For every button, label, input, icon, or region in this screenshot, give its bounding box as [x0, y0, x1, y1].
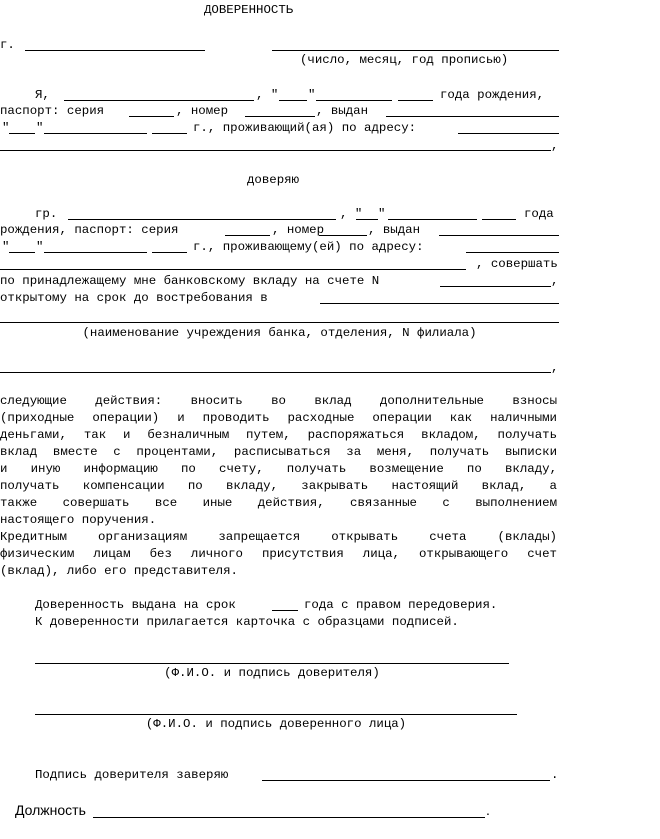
actions-line-6: получать компенсации по вкладу, закрывать настоящий вклад, а — [0, 479, 557, 493]
agent-address-field-2[interactable] — [0, 269, 466, 270]
agent-issue-month-field[interactable] — [44, 252, 147, 253]
principal-issue-month-field[interactable] — [44, 133, 147, 134]
position-label: Должность — [15, 802, 86, 818]
city-prefix: г. — [0, 38, 15, 52]
principal-year-birth: года рождения, — [440, 88, 545, 102]
certify-label: Подпись доверителя заверяю — [35, 768, 229, 782]
agent-birth-passport-label: рождения, паспорт: серия — [0, 223, 179, 237]
principal-living-label: г., проживающий(ая) по адресу: — [193, 121, 417, 135]
agent-quote-close: " — [378, 207, 386, 221]
agent-birth-month-field[interactable] — [388, 219, 477, 220]
principal-address-field-1[interactable] — [458, 133, 559, 134]
actions-line-2: (приходные операции) и проводить расходные операции как наличными — [0, 411, 557, 425]
principal-passport-number-field[interactable] — [245, 116, 315, 117]
agent-address-field-1[interactable] — [466, 252, 559, 253]
position-field[interactable] — [93, 817, 485, 818]
agent-issue-year-field[interactable] — [152, 252, 187, 253]
actions-line-1: следующие действия: вносить во вклад дополнительные взносы — [0, 394, 557, 408]
agent-bank-field-3[interactable] — [0, 372, 551, 373]
actions-line-7: также совершать все иные действия, связанные с выполнением — [0, 496, 557, 510]
term-prefix: Доверенность выдана на срок — [35, 598, 236, 612]
actions-last-line: настоящего поручения. — [0, 513, 157, 527]
agent-living-label: г., проживающему(ей) по адресу: — [193, 240, 424, 254]
agent-passport-series-field[interactable] — [225, 235, 270, 236]
agent-issue-day-field[interactable] — [9, 252, 35, 253]
agent-issued-label: , выдан — [368, 223, 421, 237]
agent-name-field[interactable] — [68, 219, 336, 220]
agent-opened-label: открытому на срок до востребования в — [0, 291, 268, 305]
agent-quote-open-2: " — [2, 240, 10, 254]
agent-gr: гр. — [35, 207, 58, 221]
trust-word: доверяю — [247, 173, 300, 187]
actions-line-5: и иную информацию по счету, получать возмещение по вкладу, — [0, 462, 557, 476]
agent-signature-field[interactable] — [35, 714, 517, 715]
agent-comma-quote: , " — [340, 207, 363, 221]
date-field[interactable] — [272, 50, 559, 51]
agent-perform-label: , совершать — [476, 257, 558, 271]
principal-quote-close-2: " — [36, 121, 44, 135]
restriction-last-line: (вклад), либо его представителя. — [0, 564, 238, 578]
agent-account-label: по принадлежащему мне банковскому вкладу на счете N — [0, 274, 380, 288]
principal-issue-day-field[interactable] — [9, 133, 35, 134]
restriction-line-2: физическим лицам без личного присутствия лица, открывающего счет — [0, 547, 557, 561]
agent-birth-day-field[interactable] — [356, 219, 378, 220]
restriction-line-1: Кредитным организациям запрещается открывать счета (вклады) — [0, 530, 557, 544]
term-suffix: года с правом передоверия. — [304, 598, 498, 612]
agent-account-comma: , — [551, 274, 559, 288]
principal-birth-day-field[interactable] — [279, 100, 307, 101]
principal-comma-quote: , " — [256, 88, 279, 102]
principal-quote-close: " — [308, 88, 316, 102]
card-note: К доверенности прилагается карточка с образцами подписей. — [35, 615, 459, 629]
principal-quote-open-2: " — [2, 121, 10, 135]
agent-passport-number-field[interactable] — [319, 235, 367, 236]
principal-address-field-2[interactable] — [0, 150, 551, 151]
principal-signature-field[interactable] — [35, 663, 509, 664]
principal-issue-year-field[interactable] — [152, 133, 187, 134]
agent-birth-year-field[interactable] — [482, 219, 516, 220]
agent-bank-field-1[interactable] — [320, 303, 559, 304]
principal-passport-series-field[interactable] — [129, 116, 174, 117]
term-field[interactable] — [272, 610, 298, 611]
agent-account-number-field[interactable] — [440, 286, 551, 287]
agent-issued-field[interactable] — [439, 235, 559, 236]
bank-sub-label: (наименование учреждения банка, отделения, N филиала) — [82, 326, 477, 340]
principal-issued-label: , выдан — [316, 104, 369, 118]
actions-line-3: деньгами, так и безналичным путем, распоряжаться вкладом, получать — [0, 428, 557, 442]
agent-year-word: года — [524, 207, 554, 221]
principal-ya: Я, — [35, 88, 50, 102]
position-dot: . — [486, 802, 490, 818]
principal-birth-year-field[interactable] — [398, 100, 433, 101]
document-title: ДОВЕРЕННОСТЬ — [204, 3, 294, 17]
date-sub-label: (число, месяц, год прописью) — [300, 53, 509, 67]
principal-sign-label: (Ф.И.О. и подпись доверителя) — [164, 666, 380, 680]
agent-quote-close-2: " — [36, 240, 44, 254]
principal-passport-series-label: паспорт: серия — [0, 104, 105, 118]
agent-number-label: , номер — [272, 223, 325, 237]
agent-bank-field-2[interactable] — [0, 322, 559, 323]
actions-line-4: вклад вместе с процентами, расписываться за меня, получать выписки — [0, 445, 557, 459]
agent-sign-label: (Ф.И.О. и подпись доверенного лица) — [145, 717, 407, 731]
principal-birth-month-field[interactable] — [316, 100, 392, 101]
principal-trailing-comma: , — [551, 139, 559, 153]
principal-number-label: , номер — [176, 104, 229, 118]
principal-name-field[interactable] — [64, 100, 254, 101]
principal-issued-field[interactable] — [386, 116, 559, 117]
agent-trailing-comma: , — [551, 361, 559, 375]
certify-signature-field[interactable] — [262, 780, 550, 781]
certify-dot: . — [551, 768, 559, 782]
city-field[interactable] — [25, 50, 205, 51]
